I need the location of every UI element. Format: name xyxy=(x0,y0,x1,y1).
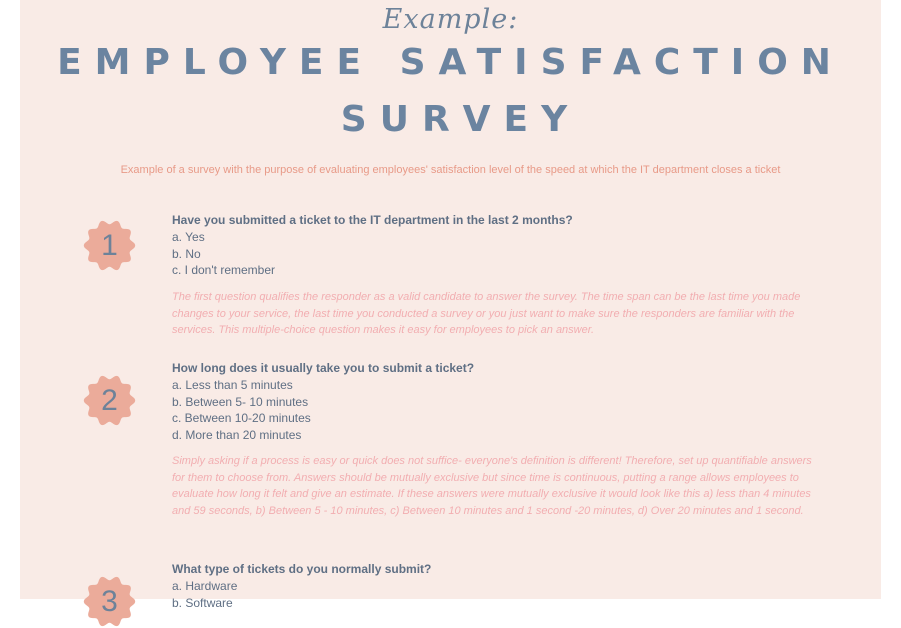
question-block-3 xyxy=(172,561,832,611)
question-number-badge-3 xyxy=(83,575,136,628)
question-2-option-a: a. Less than 5 minutes xyxy=(172,378,293,392)
question-title-1: Have you submitted a ticket to the IT department in the last 2 months? xyxy=(172,213,573,227)
question-1-option-b: b. No xyxy=(172,246,201,261)
question-number-3: 3 xyxy=(101,585,118,618)
question-number-badge-1 xyxy=(83,219,136,272)
question-3-option-a: a. Hardware xyxy=(172,579,238,593)
question-block-1 xyxy=(172,212,832,279)
script-title: Example: xyxy=(382,4,519,35)
question-1-option-a: a. Yes xyxy=(172,230,205,244)
question-2-option-c: c. Between 10-20 minutes xyxy=(172,411,311,425)
question-note-1: The first question qualifies the responder as a valid candidate to answer the survey. The time span can be the last time you made changes to your service, the last time you conducted a survey or you just want to make sure the responders are familiar with the services. This multiple-choice question makes it easy for employees to pick an answer. xyxy=(172,291,801,336)
page-title-line-2: SURVEY xyxy=(340,99,581,140)
page-subtitle: Example of a survey with the purpose of evaluating employees' satisfaction level of the speed at which the IT department closes a ticket xyxy=(120,164,781,176)
question-number-badge-2 xyxy=(83,374,136,427)
question-block-2 xyxy=(172,360,832,443)
question-note-2: Simply asking if a process is easy or quick does not suffice- everyone's definition is different! Therefore, set up quantifiable answers for them to choose from. Answers should be mutually exclusive but since time is continuous, putting a range allows employees to evaluate how long it felt and give an estimate. If these answers were mutually exclusive it would look like this a) less than 4 minutes and 59 seconds, b) Between 5 - 10 minutes, c) Between 10 minutes and 1 second -20 minutes, d) Over 20 minutes and 1 second. xyxy=(172,455,812,517)
survey-page xyxy=(20,0,881,618)
question-2-option-b: b. Between 5- 10 minutes xyxy=(172,394,309,409)
question-1-option-c: c. I don't remember xyxy=(172,263,275,277)
question-number-1: 1 xyxy=(101,229,118,262)
question-2-option-d: d. More than 20 minutes xyxy=(172,427,302,442)
question-title-3: What type of tickets do you normally submit? xyxy=(172,562,432,576)
question-title-2: How long does it usually take you to submit a ticket? xyxy=(172,361,475,375)
page-title-line-1: EMPLOYEE SATISFACTION xyxy=(57,42,844,83)
question-number-2: 2 xyxy=(101,384,118,417)
question-3-option-b: b. Software xyxy=(172,595,233,610)
